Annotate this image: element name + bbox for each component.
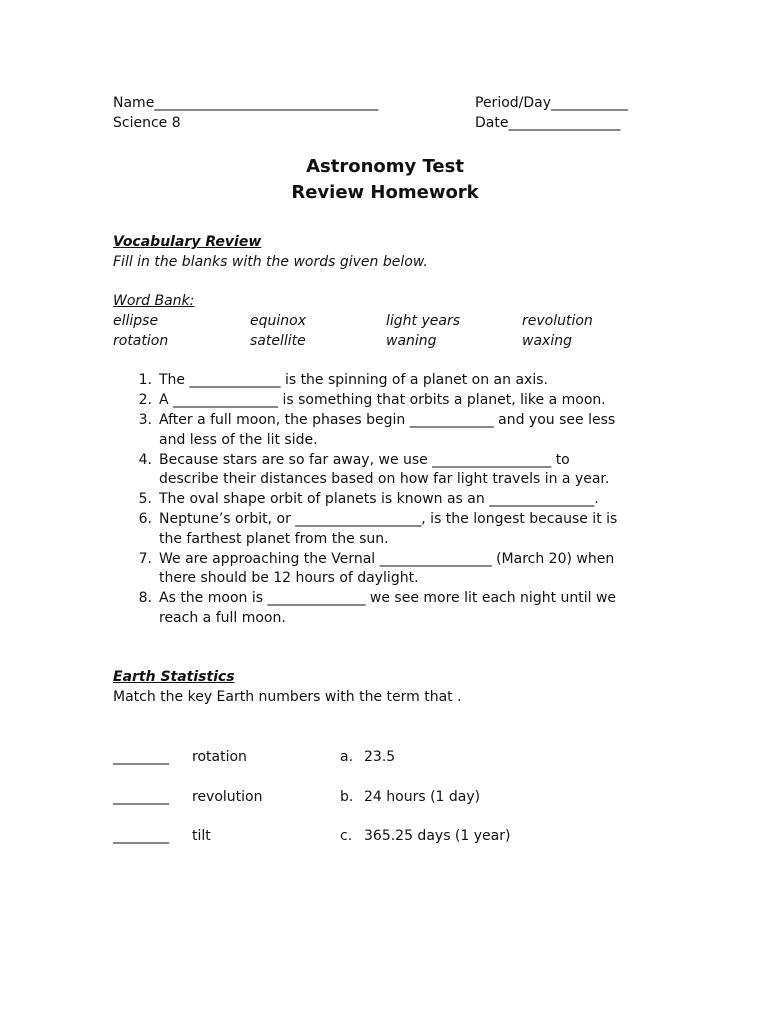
match-letter: c. bbox=[340, 828, 353, 844]
question-text: The _____________ is the spinning of a planet on an axis. bbox=[159, 372, 548, 388]
question-number: 3. bbox=[138, 412, 152, 428]
page-subtitle: Review Homework bbox=[291, 182, 479, 203]
question-text: After a full moon, the phases begin ____________ and you see less bbox=[159, 412, 616, 428]
match-term: tilt bbox=[192, 828, 211, 844]
word-bank-item: waning bbox=[386, 333, 437, 349]
question-text: We are approaching the Vernal ________________ (March 20) when bbox=[159, 551, 615, 567]
question-text-continued: the farthest planet from the sun. bbox=[159, 531, 389, 547]
match-value: 24 hours (1 day) bbox=[364, 789, 481, 805]
match-value: 23.5 bbox=[364, 749, 396, 765]
class-name: Science 8 bbox=[113, 115, 181, 131]
word-bank-item: revolution bbox=[522, 313, 593, 329]
word-bank-item: rotation bbox=[113, 333, 169, 349]
question-text-continued: reach a full moon. bbox=[159, 610, 286, 626]
date-field[interactable]: Date________________ bbox=[475, 115, 621, 131]
question-text: The oval shape orbit of planets is known as an _______________. bbox=[159, 491, 599, 507]
word-bank-item: waxing bbox=[522, 333, 572, 349]
question-text: As the moon is ______________ we see more lit each night until we bbox=[159, 590, 617, 606]
vocabulary-instruction: Fill in the blanks with the words given below. bbox=[113, 254, 428, 270]
word-bank-item: satellite bbox=[250, 333, 306, 349]
match-value: 365.25 days (1 year) bbox=[364, 828, 511, 844]
question-text-continued: and less of the lit side. bbox=[159, 432, 318, 448]
question-number: 7. bbox=[138, 551, 152, 567]
earth-statistics-instruction: Match the key Earth numbers with the term that . bbox=[113, 689, 462, 705]
question-text: Neptune’s orbit, or __________________, is the longest because it is bbox=[159, 511, 618, 527]
page-title: Astronomy Test bbox=[306, 156, 464, 177]
question-text: Because stars are so far away, we use _________________ to bbox=[159, 452, 570, 468]
question-text: A _______________ is something that orbits a planet, like a moon. bbox=[159, 392, 606, 408]
question-number: 8. bbox=[138, 590, 152, 606]
question-number: 6. bbox=[138, 511, 152, 527]
match-letter: a. bbox=[340, 749, 354, 765]
question-number: 4. bbox=[138, 452, 152, 468]
earth-statistics-heading: Earth Statistics bbox=[113, 669, 235, 685]
question-number: 5. bbox=[138, 491, 152, 507]
match-blank[interactable]: ________ bbox=[113, 828, 169, 844]
match-term: rotation bbox=[192, 749, 247, 765]
question-text-continued: there should be 12 hours of daylight. bbox=[159, 570, 419, 586]
question-text-continued: describe their distances based on how far light travels in a year. bbox=[159, 471, 610, 487]
match-blank[interactable]: ________ bbox=[113, 789, 169, 805]
word-bank-item: equinox bbox=[250, 313, 306, 329]
question-number: 1. bbox=[138, 372, 152, 388]
word-bank-label: Word Bank: bbox=[113, 293, 195, 309]
vocabulary-heading: Vocabulary Review bbox=[113, 234, 262, 250]
match-letter: b. bbox=[340, 789, 354, 805]
name-field[interactable]: Name________________________________ bbox=[113, 95, 379, 111]
match-term: revolution bbox=[192, 789, 263, 805]
question-number: 2. bbox=[138, 392, 152, 408]
period-day-field[interactable]: Period/Day___________ bbox=[475, 95, 629, 111]
word-bank-item: light years bbox=[386, 313, 461, 329]
word-bank-item: ellipse bbox=[113, 313, 159, 329]
match-blank[interactable]: ________ bbox=[113, 749, 169, 765]
